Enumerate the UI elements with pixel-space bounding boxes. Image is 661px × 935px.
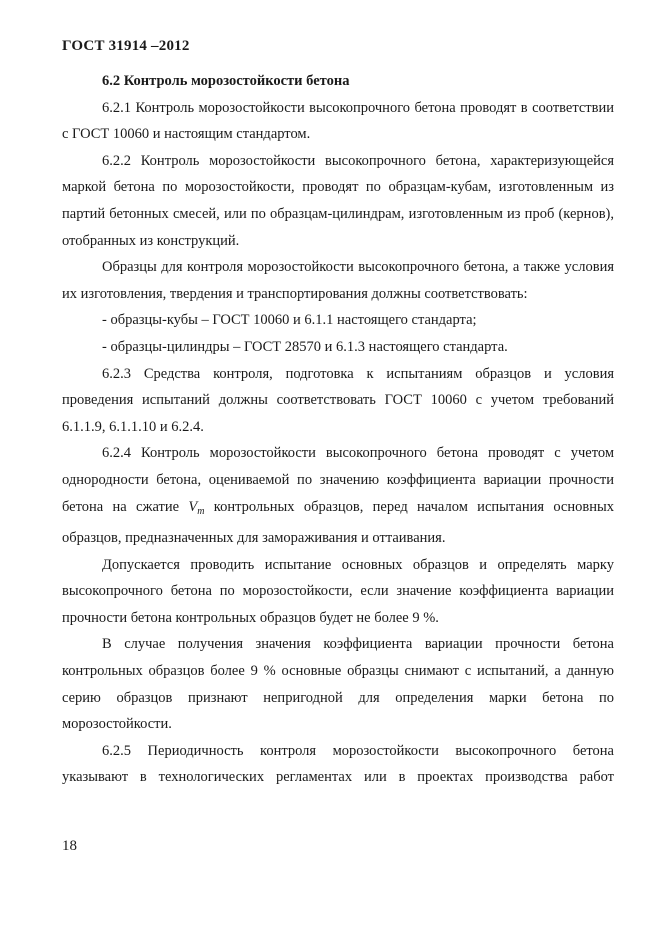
paragraph-6-2-5: 6.2.5 Периодичность контроля морозостойкости высокопрочного бетона указывают в технологических регламентах или в проектах производства работ (62, 742, 614, 786)
paragraph-6-2-1: 6.2.1 Контроль морозостойкости высокопрочного бетона проводят в соответствии с ГОСТ 10060 и настоящим стандартом. (62, 99, 614, 143)
variation-subscript: m (197, 505, 205, 517)
list-item-cylinders: - образцы-цилиндры – ГОСТ 28570 и 6.1.3 настоящего стандарта. (102, 338, 508, 355)
paragraph-samples: Образцы для контроля морозостойкости высокопрочного бетона, а также условия их изготовления, твердения и транспортирования должны соответствовать: (62, 259, 614, 302)
paragraph-6-2-2: 6.2.2 Контроль морозостойкости высокопрочного бетона, характеризующейся маркой бетона по морозостойкости, проводят по образцам-кубам, изготовленным из партий бетонных смесей, или по образцам-цилиндрам, изготовленным из проб (кернов), отобранных из конструкций. (62, 152, 614, 249)
page-number: 18 (62, 838, 77, 854)
paragraph-6-2-4-text-a: 6.2.4 Контроль морозостойкости высокопрочного бетона проводят с учетом однородности бетона, оцениваемой по значению коэффициента вариации прочности бетона на сжатие (62, 445, 614, 515)
paragraph-6-2-4-text-b: контрольных образцов, перед началом испытания основных образцов, предназначенных для замораживания и оттаивания. (62, 498, 614, 547)
paragraph-6-2-4 (62, 440, 614, 551)
document-code-header: ГОСТ 31914 –2012 (62, 38, 190, 54)
page-body (62, 68, 614, 791)
variation-symbol: V (188, 498, 198, 515)
section-title: 6.2 Контроль морозостойкости бетона (102, 73, 350, 89)
paragraph-case: В случае получения значения коэффициента вариации прочности бетона контрольных образцов более 9 % основные образцы снимают с испытаний, а данную серию образцов признают непригодной для определения марки бетона по морозостойкости. (62, 636, 614, 733)
list-item-cubes: - образцы-кубы – ГОСТ 10060 и 6.1.1 настоящего стандарта; (102, 312, 477, 329)
paragraph-6-2-3: 6.2.3 Средства контроля, подготовка к испытаниям образцов и условия проведения испытаний должны соответствовать ГОСТ 10060 с учетом требований 6.1.1.9, 6.1.1.10 и 6.2.4. (62, 365, 614, 435)
paragraph-allowed: Допускается проводить испытание основных образцов и определять марку высокопрочного бетона по морозостойкости, если значение коэффициента вариации прочности бетона контрольных образцов будет не более 9 %. (62, 556, 614, 626)
